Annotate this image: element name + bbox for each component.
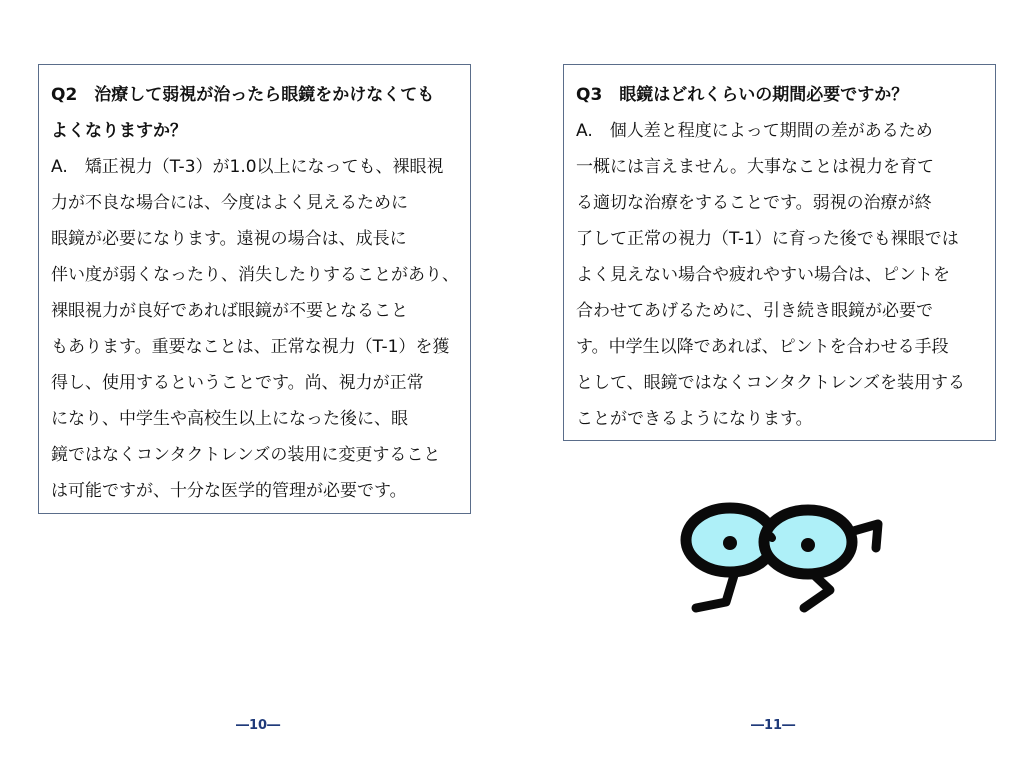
q3-answer-line-1: A. 個人差と程度によって期間の差があるため bbox=[576, 121, 933, 141]
q2-answer-line-5: 裸眼視力が良好であれば眼鏡が不要となること bbox=[51, 301, 408, 321]
q2-answer-line-9: 鏡ではなくコンタクトレンズの装用に変更すること bbox=[51, 445, 441, 465]
q2-answer-line-10: は可能ですが、十分な医学的管理が必要です。 bbox=[51, 481, 407, 501]
glasses-bridge-shape bbox=[766, 535, 772, 538]
q3-answer-line-3: る適切な治療をすることです。弱視の治療が終 bbox=[576, 193, 932, 213]
page-number-left: ―10― bbox=[236, 718, 281, 733]
q2-answer-line-2: 力が不良な場合には、今度はよく見えるために bbox=[51, 193, 408, 213]
glasses-mascot-icon bbox=[680, 500, 910, 620]
left-leg-shape bbox=[696, 572, 735, 608]
q3-answer-line-7: す。中学生以降であれば、ピントを合わせる手段 bbox=[576, 337, 949, 357]
page-number-right: ―11― bbox=[751, 718, 796, 733]
q2-answer-line-3: 眼鏡が必要になります。遠視の場合は、成長に bbox=[51, 229, 407, 249]
q3-answer-line-6: 合わせてあげるために、引き続き眼鏡が必要で bbox=[576, 301, 933, 321]
q3-question-line-1: Q3 眼鏡はどれくらいの期間必要ですか？ bbox=[576, 85, 909, 105]
q2-answer-line-8: になり、中学生や高校生以上になった後に、眼 bbox=[51, 409, 408, 429]
right-pupil-shape bbox=[801, 538, 815, 552]
q2-box bbox=[38, 64, 471, 514]
q3-answer-line-9: ことができるようになります。 bbox=[576, 409, 813, 429]
q3-answer-line-5: よく見えない場合や疲れやすい場合は、ピントを bbox=[576, 265, 950, 285]
q3-answer-line-2: 一概には言えません。大事なことは視力を育て bbox=[576, 157, 935, 177]
q2-question-line-2: よくなりますか？ bbox=[51, 121, 187, 141]
q3-box bbox=[563, 64, 996, 441]
q3-answer-line-8: として、眼鏡ではなくコンタクトレンズを装用する bbox=[576, 373, 966, 393]
left-pupil-shape bbox=[723, 536, 737, 550]
q3-answer-line-4: 了して正常の視力（T-1）に育った後でも裸眼では bbox=[576, 229, 959, 249]
q2-answer-line-6: もあります。重要なことは、正常な視力（T-1）を獲 bbox=[51, 337, 450, 357]
q2-question-line-1: Q2 治療して弱視が治ったら眼鏡をかけなくても bbox=[51, 85, 435, 105]
q2-answer-line-4: 伴い度が弱くなったり、消失したりすることがあり、 bbox=[51, 265, 459, 285]
q2-answer-line-7: 得し、使用するということです。尚、視力が正常 bbox=[51, 373, 424, 393]
q2-answer-line-1: A. 矯正視力（T-3）が1.0以上になっても、裸眼視 bbox=[51, 157, 444, 177]
